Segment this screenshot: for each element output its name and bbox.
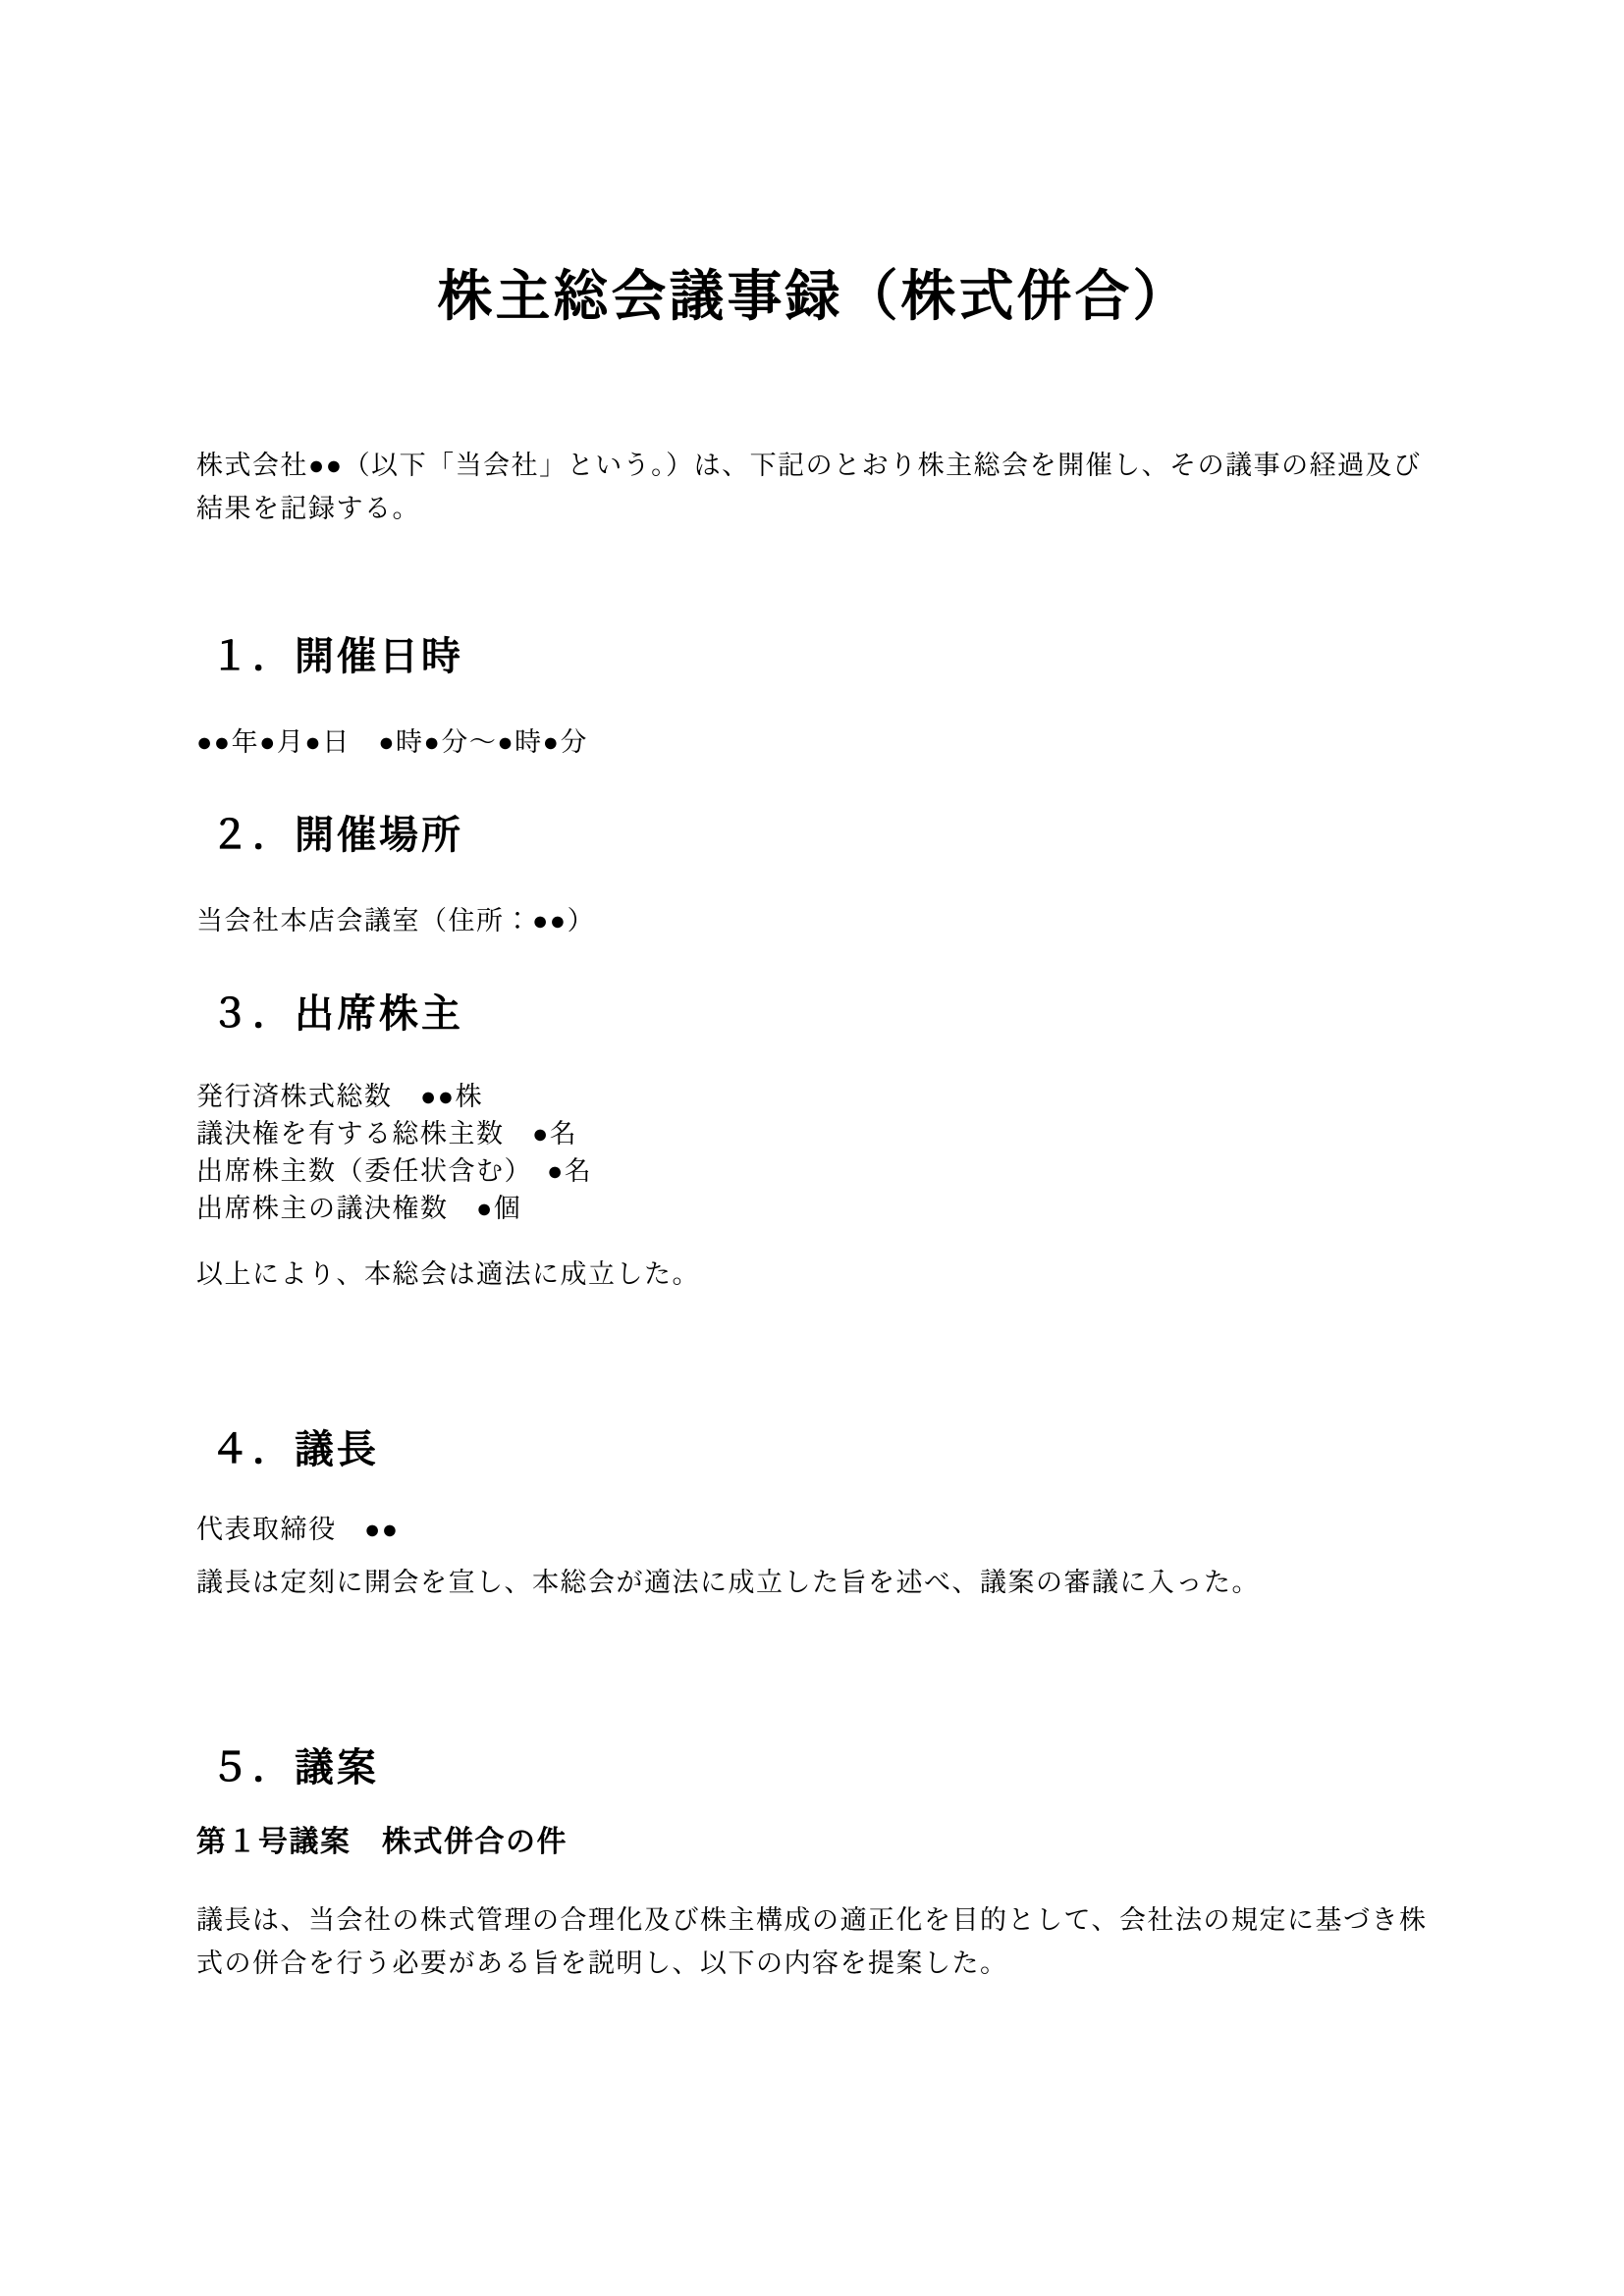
section-2-heading: ２．開催場所 (210, 814, 463, 857)
section-4-heading: ４．議長 (210, 1428, 379, 1471)
section-5-heading: ５．議案 (210, 1746, 379, 1789)
attendance-stats (196, 1078, 1432, 1227)
section-5-paragraph: 議長は、当会社の株式管理の合理化及び株主構成の適正化を目的として、会社法の規定に基づき株式の併合を行う必要がある旨を説明し、以下の内容を提案した。 (196, 1905, 1428, 1978)
section-3-heading: ３．出席株主 (210, 992, 463, 1036)
agenda-item-heading: 第１号議案 株式併合の件 (196, 1826, 568, 1858)
stat-line-voting-shareholders: 議決権を有する総株主数 ●名 (196, 1119, 578, 1148)
section-1-datetime: ●●年●月●日 ●時●分～●時●分 (196, 727, 588, 757)
document-title: 株主総会議事録（株式併合） (437, 265, 1191, 327)
intro-paragraph: 株式会社●●（以下「当会社」という。）は、下記のとおり株主総会を開催し、その議事の経過及び結果を記録する。 (196, 451, 1422, 523)
section-2-location: 当会社本店会議室（住所：●●） (196, 906, 596, 935)
section-3-conclusion: 以上により、本総会は適法に成立した。 (196, 1259, 700, 1289)
stat-line-attending-shareholders: 出席株主数（委任状含む） ●名 (196, 1156, 593, 1186)
stat-line-voting-rights: 出席株主の議決権数 ●個 (196, 1194, 522, 1223)
stat-line-total-shares: 発行済株式総数 ●●株 (196, 1082, 484, 1111)
section-1-heading: １．開催日時 (210, 635, 463, 678)
section-4-paragraph: 議長は定刻に開会を宣し、本総会が適法に成立した旨を述べ、議案の審議に入った。 (196, 1568, 1260, 1597)
section-4-chairman: 代表取締役 ●● (196, 1515, 400, 1544)
